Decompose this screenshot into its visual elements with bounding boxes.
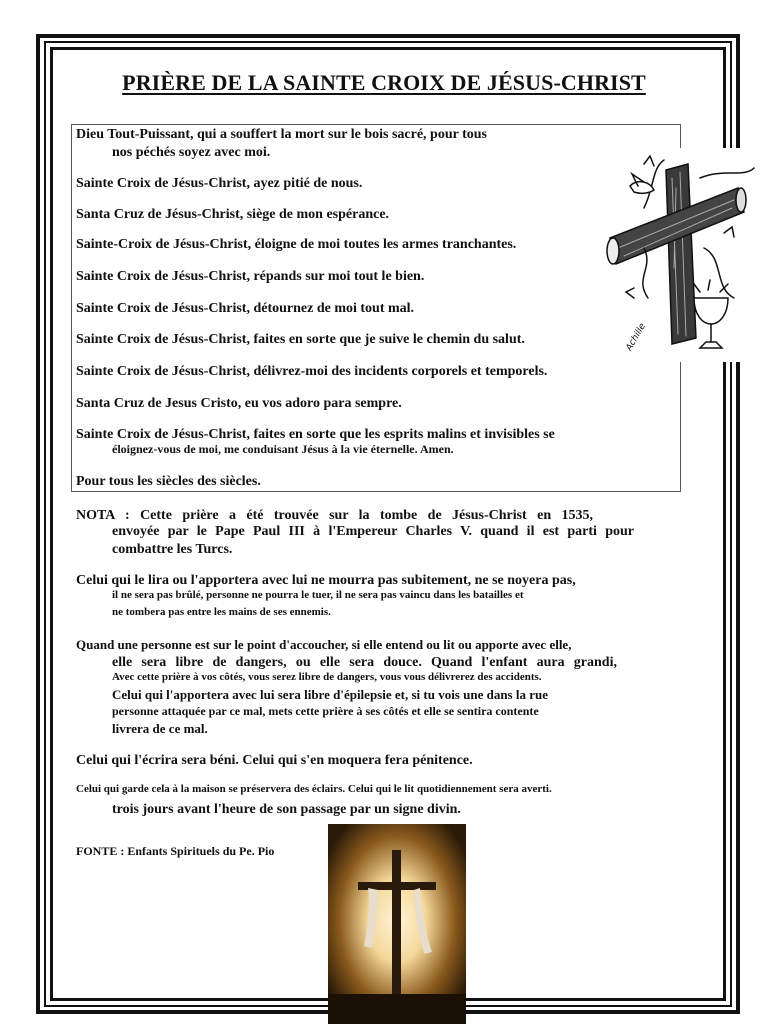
illustration-signature: Achille — [624, 321, 648, 353]
page-title: PRIÈRE DE LA SAINTE CROIX DE JÉSUS-CHRIST — [122, 70, 646, 95]
source-credit: FONTE : Enfants Spirituels du Pe. Pio — [76, 844, 275, 858]
nota-line-2: envoyée par le Pape Paul III à l'Empereur Charles V. quand il est parti pour — [112, 524, 634, 539]
nota-line-3: combattre les Turcs. — [112, 542, 233, 557]
paragraph-blessing: Celui qui l'écrira sera béni. Celui qui s'en moquera fera pénitence. — [76, 753, 473, 768]
prayer-line-5: Sainte Croix de Jésus-Christ, répands sur moi tout le bien. — [76, 269, 425, 284]
cross-chalice-illustration — [604, 148, 760, 362]
cross-sketch-icon — [604, 148, 760, 362]
para2-line-4: Celui qui l'apportera avec lui sera libre d'épilepsie et, si tu vois une dans la rue — [112, 687, 548, 702]
prayer-line-10b: éloignez-vous de moi, me conduisant Jésus à la vie éternelle. Amen. — [112, 442, 454, 456]
prayer-line-1a: Dieu Tout-Puissant, qui a souffert la mort sur le bois sacré, pour tous — [76, 127, 487, 142]
para2-line-5: personne attaquée par ce mal, mets cette prière à ses côtés et elle se sentira contente — [112, 704, 539, 718]
prayer-line-8: Sainte Croix de Jésus-Christ, délivrez-moi des incidents corporels et temporels. — [76, 364, 548, 379]
cross-photo-icon — [328, 824, 466, 1024]
prayer-line-4: Sainte-Croix de Jésus-Christ, éloigne de moi toutes les armes tranchantes. — [76, 237, 517, 252]
prayer-line-6: Sainte Croix de Jésus-Christ, détournez de moi tout mal. — [76, 301, 415, 316]
prayer-line-2: Sainte Croix de Jésus-Christ, ayez pitié de nous. — [76, 176, 363, 191]
nota-line-1: NOTA : Cette prière a été trouvée sur la tombe de Jésus-Christ en 1535, — [76, 508, 593, 523]
prayer-line-9: Santa Cruz de Jesus Cristo, eu vos adoro para sempre. — [76, 396, 402, 411]
para2-line-3: Avec cette prière à vos côtés, vous serez libre de dangers, vous vous délivrerez des accidents. — [112, 671, 542, 683]
para1-line-1: Celui qui le lira ou l'apportera avec lui ne mourra pas subitement, ne se noyera pas, — [76, 573, 576, 588]
prayer-line-10a: Sainte Croix de Jésus-Christ, faites en sorte que les esprits malins et invisibles se — [76, 427, 555, 442]
para4-line-1: Celui qui garde cela à la maison se préservera des éclairs. Celui qui le lit quotidiennement sera averti. — [76, 783, 552, 795]
prayer-line-3: Santa Cruz de Jésus-Christ, siège de mon espérance. — [76, 207, 390, 222]
glowing-cross-photo — [328, 824, 466, 1024]
prayer-line-11: Pour tous les siècles des siècles. — [76, 474, 261, 489]
para2-line-1: Quand une personne est sur le point d'accoucher, si elle entend ou lit ou apporte avec elle, — [76, 637, 572, 652]
prayer-line-1b: nos péchés soyez avec moi. — [112, 145, 271, 160]
para2-line-6: livrera de ce mal. — [112, 721, 208, 736]
para2-line-2: elle sera libre de dangers, ou elle sera douce. Quand l'enfant aura grandi, — [112, 655, 617, 670]
prayer-line-7: Sainte Croix de Jésus-Christ, faites en sorte que je suive le chemin du salut. — [76, 332, 525, 347]
para1-line-3: ne tombera pas entre les mains de ses ennemis. — [112, 606, 331, 618]
para4-line-2: trois jours avant l'heure de son passage par un signe divin. — [112, 802, 461, 817]
para1-line-2: il ne sera pas brûlé, personne ne pourra le tuer, il ne sera pas vaincu dans les batailles et — [112, 589, 524, 601]
